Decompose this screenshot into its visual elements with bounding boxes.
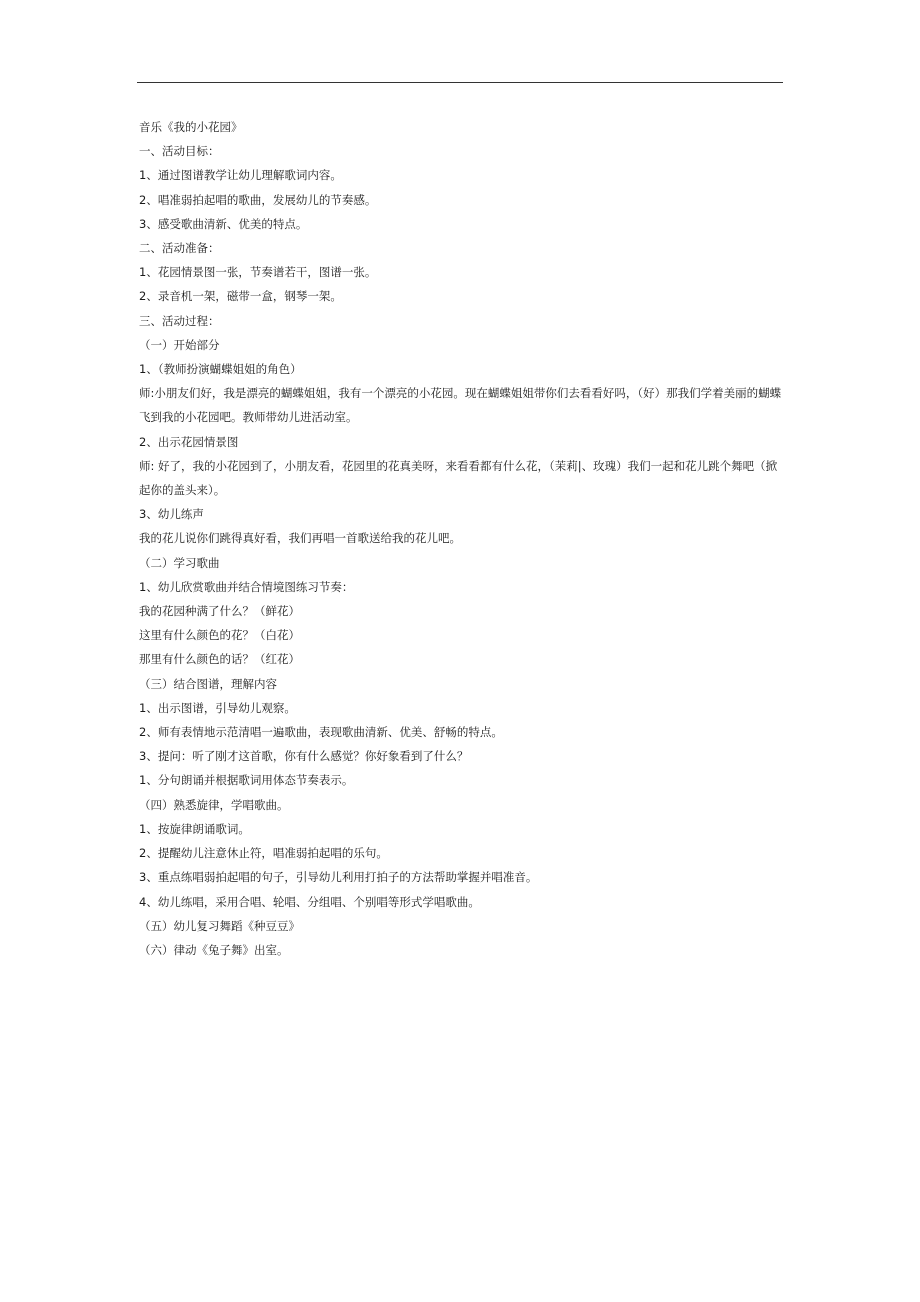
- teacher-dialogue-paragraph: 师:小朋友们好，我是漂亮的蝴蝶姐姐，我有一个漂亮的小花园。现在蝴蝶姐姐带你们去看看好吗，（好）那我们学着美丽的蝴蝶飞到我的小花园吧。教师带幼儿进活动室。: [139, 386, 782, 425]
- question-line: 我的花园种满了什么？（鲜花）: [139, 604, 300, 619]
- step-item: 3、幼儿练声: [139, 507, 204, 522]
- section-heading-preparation: 二、活动准备：: [139, 241, 220, 256]
- preparation-item: 1、花园情景图一张，节奏谱若干，图谱一张。: [139, 265, 377, 280]
- step-item: 2、师有表情地示范清唱一遍歌曲，表现歌曲清新、优美、舒畅的特点。: [139, 725, 503, 740]
- step-item: 1、分句朗诵并根据歌词用体态节奏表示。: [139, 773, 354, 788]
- step-item: 1、出示图谱，引导幼儿观察。: [139, 700, 296, 715]
- step-item: 2、出示花园情景图: [139, 434, 239, 449]
- question-line: 这里有什么颜色的花？（白花）: [139, 628, 300, 643]
- preparation-item: 2、录音机一架，磁带一盒，钢琴一架。: [139, 289, 342, 304]
- document-title: 音乐《我的小花园》: [139, 120, 243, 134]
- goal-item: 1、通过图谱教学让幼儿理解歌词内容。: [139, 168, 342, 183]
- step-item: 3、重点练唱弱拍起唱的句子，引导幼儿利用打拍子的方法帮助掌握并唱准音。: [139, 870, 538, 885]
- question-line: 那里有什么颜色的话？（红花）: [139, 652, 300, 667]
- document-body: [139, 115, 783, 962]
- goal-item: 3、感受歌曲清新、优美的特点。: [139, 216, 308, 231]
- subsection-heading: （一）开始部分: [139, 337, 220, 352]
- subsection-heading: （四）熟悉旋律，学唱歌曲。: [139, 797, 289, 812]
- step-item: 1、按旋律朗诵歌词。: [139, 821, 250, 836]
- step-item: 1、（教师扮演蝴蝶姐姐的角色）: [139, 362, 302, 377]
- subsection-heading: （六）律动《兔子舞》出室。: [139, 942, 289, 957]
- step-item: 2、提醒幼儿注意休止符，唱准弱拍起唱的乐句。: [139, 846, 388, 861]
- subsection-heading: （二）学习歌曲: [139, 555, 220, 570]
- step-item: 1、幼儿欣赏歌曲并结合情境图练习节奏：: [139, 579, 354, 594]
- subsection-heading: （三）结合图谱，理解内容: [139, 676, 277, 691]
- header-rule: [137, 82, 783, 83]
- body-text: 我的花儿说你们跳得真好看，我们再唱一首歌送给我的花儿吧。: [139, 531, 461, 546]
- goal-item: 2、唱准弱拍起唱的歌曲，发展幼儿的节奏感。: [139, 192, 377, 207]
- section-heading-goals: 一、活动目标：: [139, 144, 220, 159]
- step-item: 4、幼儿练唱，采用合唱、轮唱、分组唱、个别唱等形式学唱歌曲。: [139, 894, 480, 909]
- section-heading-process: 三、活动过程：: [139, 313, 220, 328]
- subsection-heading: （五）幼儿复习舞蹈《种豆豆》: [139, 918, 300, 933]
- step-item: 3、提问：听了刚才这首歌，你有什么感觉？你好象看到了什么？: [139, 749, 469, 764]
- teacher-dialogue-paragraph: 师: 好了，我的小花园到了，小朋友看，花园里的花真美呀，来看看都有什么花，（茉莉|、玫瑰）我们一起和花儿跳个舞吧（掀起你的盖头来）。: [139, 458, 778, 498]
